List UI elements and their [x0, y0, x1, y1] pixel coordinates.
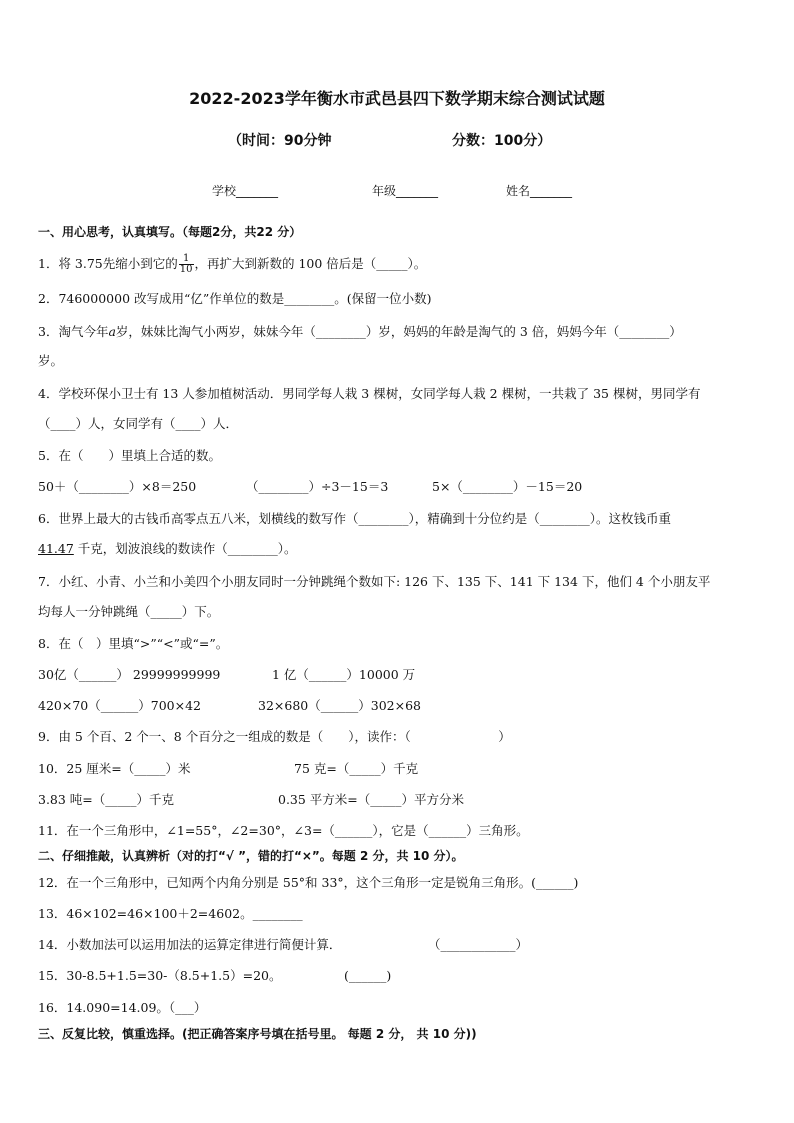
school-field: 学校_______ — [212, 184, 279, 198]
q1-post: ，再扩大到新数的 100 倍后是（_____）。 — [194, 256, 427, 271]
grade-field: 年级_______ — [372, 184, 439, 198]
question-16: 16．14.090=14.09。（___） — [38, 1000, 207, 1015]
question-8b: 1 亿（______）10000 万 — [272, 667, 416, 682]
question-8: 8．在（ ）里填“>”“<”或“=”。 — [38, 636, 229, 651]
question-5b: （________）÷3－15＝3 — [246, 479, 389, 494]
fraction — [179, 254, 194, 275]
q6-line2: 千克，划波浪线的数读作（________）。 — [73, 541, 297, 556]
question-9: 9．由 5 个百、2 个一、8 个百分之一组成的数是（ ），读作：（ ） — [38, 729, 511, 744]
question-6: 6．世界上最大的古钱币高零点五八米，划横线的数写作（________），精确到十分位约是（________）。这枚钱币重 — [38, 511, 671, 526]
section-3-heading: 三、反复比较，慎重选择。(把正确答案序号填在括号里。 每题 2 分， 共 10 分)) — [38, 1027, 477, 1041]
question-12: 12．在一个三角形中，已知两个内角分别是 55°和 33°，这个三角形一定是锐角三角形。(______) — [38, 875, 579, 890]
fraction-numerator: 1 — [179, 254, 194, 265]
section-2-heading: 二、仔细推敲，认真辨析（对的打“√ ”，错的打“×”。每题 2 分，共 10 分）。 — [38, 849, 464, 863]
name-field: 姓名_______ — [506, 184, 573, 198]
question-6-cont — [38, 541, 297, 557]
question-10c: 3.83 吨=（_____）千克 — [38, 792, 175, 807]
question-1 — [38, 254, 426, 275]
underlined-number: 41.47 — [38, 541, 74, 556]
variable-a: a — [108, 324, 116, 339]
question-3 — [38, 324, 682, 340]
question-4: 4．学校环保小卫士有 13 人参加植树活动．男同学每人栽 3 棵树，女同学每人栽 2 棵树，一共栽了 35 棵树，男同学有 — [38, 386, 701, 401]
question-13: 13．46×102=46×100＋2=4602。________ — [38, 906, 303, 921]
question-10a: 10．25 厘米=（_____）米 — [38, 761, 191, 776]
question-7-cont: 均每人一分钟跳绳（_____）下。 — [38, 604, 220, 619]
question-4-cont: （____）人，女同学有（____）人． — [38, 416, 239, 431]
page-title: 2022-2023学年衡水市武邑县四下数学期末综合测试试题 — [189, 89, 605, 108]
question-5: 5．在（ ）里填上合适的数。 — [38, 448, 221, 463]
question-8a: 30亿（______） 29999999999 — [38, 667, 221, 682]
question-8d: 32×680（______）302×68 — [258, 698, 421, 713]
question-8c: 420×70（______）700×42 — [38, 698, 201, 713]
exam-score: 分数：100分） — [452, 133, 552, 149]
question-3-cont: 岁。 — [38, 353, 64, 368]
fraction-denominator: 10 — [179, 264, 193, 275]
question-10d: 0.35 平方米=（_____）平方分米 — [278, 792, 465, 807]
question-15-blank: (______) — [344, 968, 392, 983]
question-7: 7．小红、小青、小兰和小美四个小朋友同时一分钟跳绳个数如下: 126 下、135 下、141 下 134 下，他们 4 个小朋友平 — [38, 574, 711, 589]
q3-post: 岁，妹妹比淘气小两岁，妹妹今年（________）岁，妈妈的年龄是淘气的 3 倍，妈妈今年（________） — [115, 324, 682, 339]
question-15: 15．30-8.5+1.5=30-（8.5+1.5）=20。 — [38, 968, 282, 983]
question-5c: 5×（________）－15＝20 — [432, 479, 583, 494]
question-11: 11．在一个三角形中，∠1=55°，∠2=30°，∠3=（______），它是（______）三角形。 — [38, 823, 529, 838]
q1-pre: 1．将 3.75先缩小到它的 — [38, 256, 178, 271]
q3-pre: 3．淘气今年 — [38, 324, 109, 339]
exam-time: （时间：90分钟 — [228, 133, 332, 149]
question-14: 14．小数加法可以运用加法的运算定律进行简便计算． — [38, 937, 342, 952]
section-1-heading: 一、用心思考，认真填写。（每题2分，共22 分） — [38, 225, 302, 239]
question-10b: 75 克=（_____）千克 — [294, 761, 419, 776]
question-14-blank: （____________） — [428, 937, 529, 952]
question-5a: 50＋（________）×8＝250 — [38, 479, 197, 494]
question-2: 2．746000000 改写成用“亿”作单位的数是________。(保留一位小数) — [38, 291, 432, 306]
